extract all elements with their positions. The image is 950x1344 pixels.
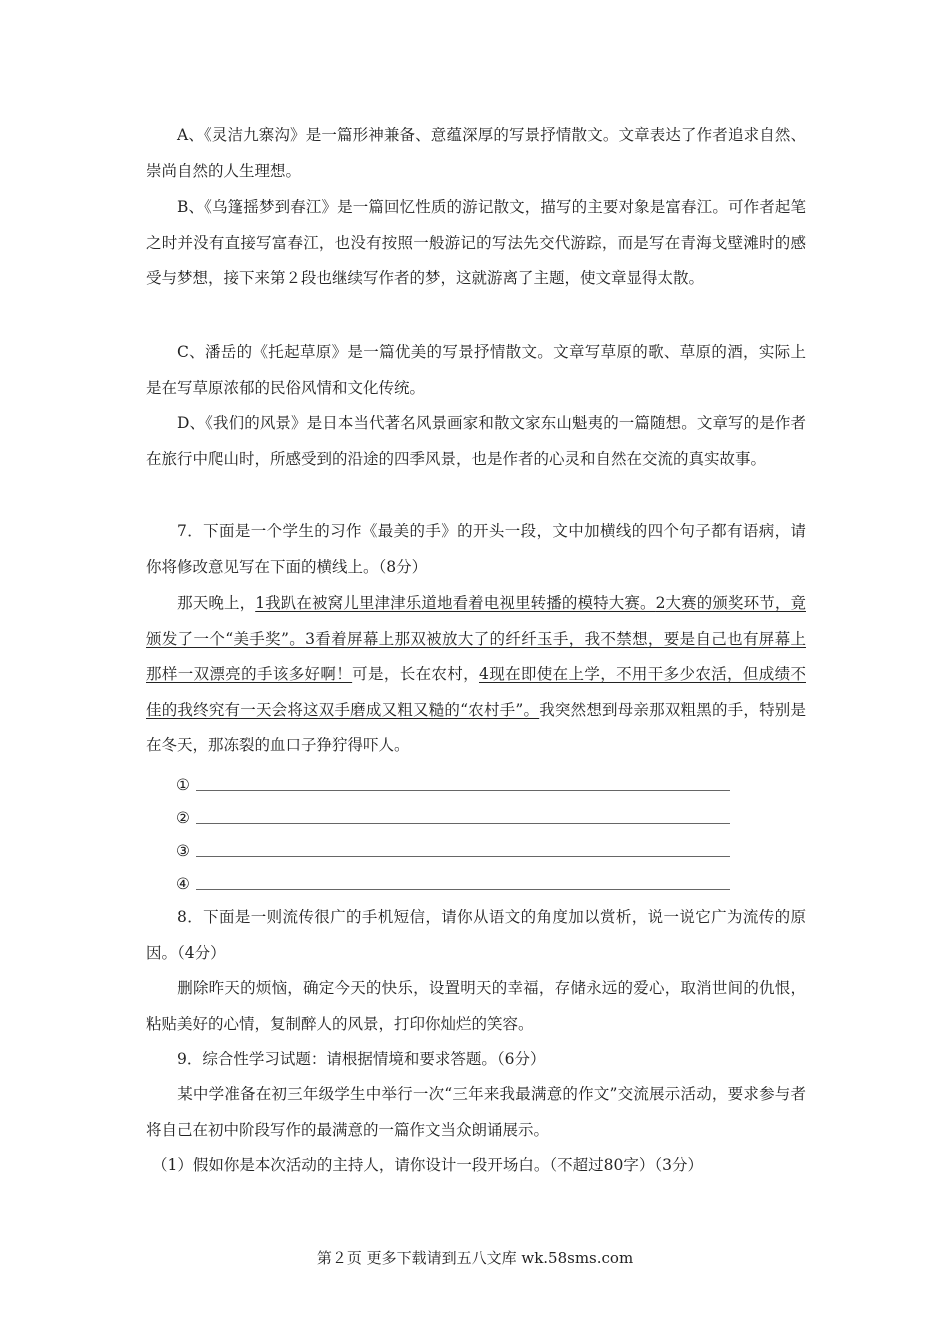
- answer-line-2[interactable]: ②: [176, 808, 190, 828]
- sentence-3: 3看着屏幕上那双被放大了的纤纤玉手，我不禁想，要是自己也有屏幕上那样一双漂亮的手该多好啊！: [146, 629, 806, 683]
- option-b: B、《乌篷摇梦到春江》是一篇回忆性质的游记散文，描写的主要对象是富春江。可作者起笔之时并没有直接写富春江，也没有按照一般游记的写法先交代游踪，而是写在青海戈壁滩时的感受与梦想，接下来第２段也继续写作者的梦，这就游离了主题，使文章显得太散。: [146, 198, 806, 287]
- question-7-passage: 那天晚上，1我趴在被窝儿里津津乐道地看着电视里转播的模特大赛。2大赛的颁奖环节，竟颁发了一个“美手奖”。3看着屏幕上那双被放大了的纤纤玉手，我不禁想，要是自己也有屏幕上那样一双漂亮的手该多好啊！可是，长在农村，4现在即使在上学，不用干多少农活，但成绩不佳的我终究有一天会将这双手磨成又粗又糙的“农村手”。我突然想到母亲那双粗黑的手，特别是在冬天，那冻裂的血口子狰狞得吓人。: [146, 594, 806, 754]
- question-8-sms-text: 删除昨天的烦恼，确定今天的快乐，设置明天的幸福，存储永远的爱心，取消世间的仇恨，粘贴美好的心情，复制醉人的风景，打印你灿烂的笑容。: [146, 979, 806, 1033]
- option-d: D、《我们的风景》是日本当代著名风景画家和散文家东山魁夷的一篇随想。文章写的是作者在旅行中爬山时，所感受到的沿途的四季风景，也是作者的心灵和自然在交流的真实故事。: [146, 414, 806, 468]
- sentence-2: 2大赛的颁奖环节，竟颁发了一个“美手奖”。: [146, 594, 806, 648]
- answer-line-3[interactable]: ③: [176, 841, 190, 861]
- answer-line-4[interactable]: ④: [176, 874, 190, 894]
- question-8-prompt: 8．下面是一则流传很广的手机短信，请你从语文的角度加以赏析，说一说它广为流传的原因。（4分）: [146, 908, 806, 962]
- question-7-prompt: 7．下面是一个学生的习作《最美的手》的开头一段，文中加横线的四个句子都有语病，请你将修改意见写在下面的横线上。（8分）: [146, 522, 806, 576]
- option-a: A、《灵洁九寨沟》是一篇形神兼备、意蕴深厚的写景抒情散文。文章表达了作者追求自然、崇尚自然的人生理想。: [146, 126, 806, 180]
- option-c: C、潘岳的《托起草原》是一篇优美的写景抒情散文。文章写草原的歌、草原的酒，实际上是在写草原浓郁的民俗风情和文化传统。: [146, 343, 806, 397]
- page-footer: 第２页 更多下载请到五八文库 wk.58sms.com: [316, 1249, 634, 1267]
- question-9-sub1: （1）假如你是本次活动的主持人，请你设计一段开场白。（不超过80字）（3分）: [152, 1156, 703, 1174]
- question-9-prompt: 9．综合性学习试题：请根据情境和要求答题。（6分）: [177, 1050, 546, 1068]
- question-9-context: 某中学准备在初三年级学生中举行一次“三年来我最满意的作文”交流展示活动，要求参与者将自己在初中阶段写作的最满意的一篇作文当众朗诵展示。: [146, 1085, 806, 1139]
- sentence-4: 4现在即使在上学，不用干多少农活，但成绩不佳的我终究有一天会将这双手磨成又粗又糙的“农村手”。: [146, 665, 806, 719]
- answer-line-1[interactable]: ①: [176, 775, 190, 795]
- sentence-1: 1我趴在被窝儿里津津乐道地看着电视里转播的模特大赛。: [255, 594, 656, 612]
